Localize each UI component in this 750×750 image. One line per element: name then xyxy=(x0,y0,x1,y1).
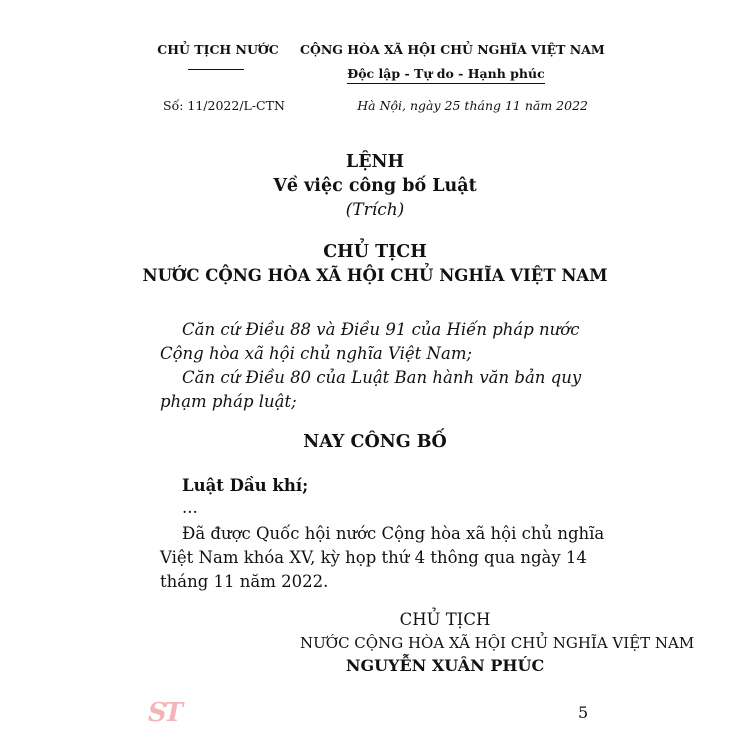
ellipsis: ... xyxy=(182,498,198,517)
preamble-line: phạm pháp luật; xyxy=(160,392,297,411)
nation-name: CỘNG HÒA XÃ HỘI CHỦ NGHĨA VIỆT NAM xyxy=(300,42,605,57)
signature-title: CHỦ TỊCH xyxy=(399,610,491,629)
page-number: 5 xyxy=(578,703,589,722)
doc-title: LỆNH xyxy=(345,152,405,172)
passage-line: Việt Nam khóa XV, kỳ họp thứ 4 thông qua ngày 14 xyxy=(160,548,587,567)
motto-text: Độc lập - Tự do - Hạnh phúc xyxy=(347,66,544,84)
passage-line: Đã được Quốc hội nước Cộng hòa xã hội chủ nghĩa xyxy=(182,524,605,543)
passage-line: tháng 11 năm 2022. xyxy=(160,572,329,591)
document-number: Số: 11/2022/L-CTN xyxy=(163,98,285,113)
preamble-line: Căn cứ Điều 88 và Điều 91 của Hiến pháp nước xyxy=(182,320,580,339)
issuer: CHỦ TỊCH NƯỚC xyxy=(157,42,279,57)
proclaim-heading: NAY CÔNG BỐ xyxy=(303,432,447,452)
watermark-logo: ST xyxy=(148,698,181,728)
law-name: Luật Dầu khí; xyxy=(182,476,309,495)
issuer-underline xyxy=(188,69,244,70)
signature-org: NƯỚC CỘNG HÒA XÃ HỘI CHỦ NGHĨA VIỆT NAM xyxy=(300,634,695,652)
preamble-line: Căn cứ Điều 80 của Luật Ban hành văn bản quy xyxy=(182,368,582,387)
authority-org: NƯỚC CỘNG HÒA XÃ HỘI CHỦ NGHĨA VIỆT NAM xyxy=(142,266,608,285)
doc-subtitle: Về việc công bố Luật xyxy=(273,176,477,196)
excerpt-note: (Trích) xyxy=(345,200,405,220)
motto xyxy=(300,66,592,81)
signer-name: NGUYỄN XUÂN PHÚC xyxy=(345,656,545,675)
authority-title: CHỦ TỊCH xyxy=(323,242,427,262)
place-date: Hà Nội, ngày 25 tháng 11 năm 2022 xyxy=(357,98,588,113)
preamble-line: Cộng hòa xã hội chủ nghĩa Việt Nam; xyxy=(160,344,473,363)
